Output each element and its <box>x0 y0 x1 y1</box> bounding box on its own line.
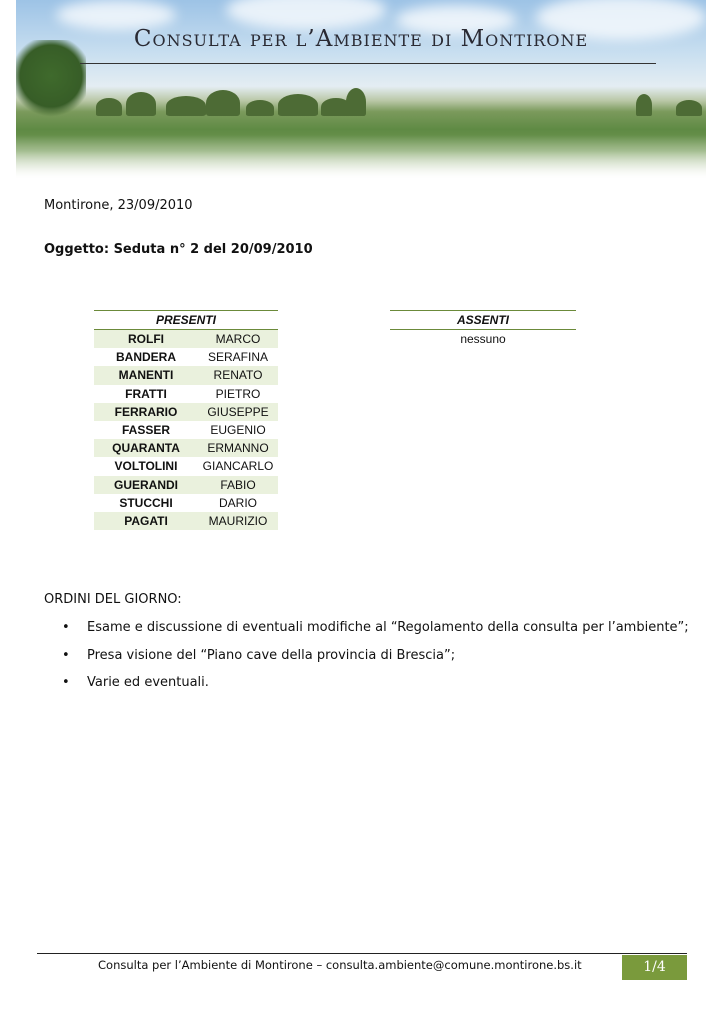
presenti-heading: PRESENTI <box>94 311 278 330</box>
treeline-image <box>16 86 706 116</box>
name-cell: ERMANNO <box>198 439 278 457</box>
assenti-heading: ASSENTI <box>390 311 576 330</box>
bullet-icon: • <box>62 675 70 690</box>
surname-cell: QUARANTA <box>94 439 198 457</box>
agenda-list <box>62 620 689 703</box>
name-cell: SERAFINA <box>207 350 268 365</box>
surname-cell: FASSER <box>121 423 170 438</box>
bullet-icon: • <box>62 647 70 663</box>
name-cell: FABIO <box>198 476 278 494</box>
name-cell: EUGENIO <box>210 423 266 438</box>
surname-cell: GUERANDI <box>94 476 198 494</box>
surname-cell: STUCCHI <box>119 495 173 510</box>
surname-cell: BANDERA <box>116 350 176 365</box>
name-cell: RENATO <box>198 366 278 384</box>
surname-cell: FERRARIO <box>94 403 198 421</box>
assenti-value: nessuno <box>460 332 506 346</box>
agenda-item-text: Varie ed eventuali. <box>87 675 209 690</box>
list-item <box>62 648 689 676</box>
table-row <box>390 330 576 349</box>
surname-cell: PAGATI <box>94 512 198 530</box>
table-row <box>94 494 278 512</box>
table-row <box>94 385 278 403</box>
agenda-title: ORDINI DEL GIORNO: <box>44 592 182 607</box>
table-row <box>94 476 278 494</box>
presenti-table <box>94 310 278 530</box>
agenda-item-text: Presa visione del “Piano cave della provincia di Brescia”; <box>87 647 456 663</box>
name-cell: DARIO <box>218 495 257 510</box>
table-row <box>94 348 278 366</box>
surname-cell: MANENTI <box>94 366 198 384</box>
agenda-item-text: Esame e discussione di eventuali modifiche al “Regolamento della consulta per l’ambiente”; <box>87 620 689 635</box>
table-row <box>94 366 278 384</box>
footer-divider <box>37 953 687 954</box>
letter-date: Montirone, 23/09/2010 <box>44 198 193 213</box>
name-cell: GIANCARLO <box>202 459 274 474</box>
name-cell: PIETRO <box>215 386 261 401</box>
table-row <box>94 512 278 530</box>
surname-cell: VOLTOLINI <box>114 459 178 474</box>
name-cell: MARCO <box>198 330 278 349</box>
name-cell: GIUSEPPE <box>198 403 278 421</box>
list-item <box>62 620 689 648</box>
table-row <box>94 403 278 421</box>
table-row <box>94 421 278 439</box>
letter-subject: Oggetto: Seduta n° 2 del 20/09/2010 <box>44 242 313 257</box>
page-number: 1/4 <box>622 955 687 980</box>
banner-title: Consulta per l’Ambiente di Montirone <box>133 26 589 52</box>
name-cell: MAURIZIO <box>198 512 278 530</box>
table-row <box>94 330 278 349</box>
assenti-table <box>390 310 576 348</box>
surname-cell: FRATTI <box>125 386 167 401</box>
header-banner <box>16 0 706 180</box>
banner-underline <box>80 63 656 64</box>
list-item <box>62 675 689 703</box>
footer-text: Consulta per l’Ambiente di Montirone – consulta.ambiente@comune.montirone.bs.it <box>98 958 582 972</box>
table-row <box>94 439 278 457</box>
surname-cell: ROLFI <box>94 330 198 349</box>
table-row <box>94 457 278 475</box>
bullet-icon: • <box>62 620 70 635</box>
